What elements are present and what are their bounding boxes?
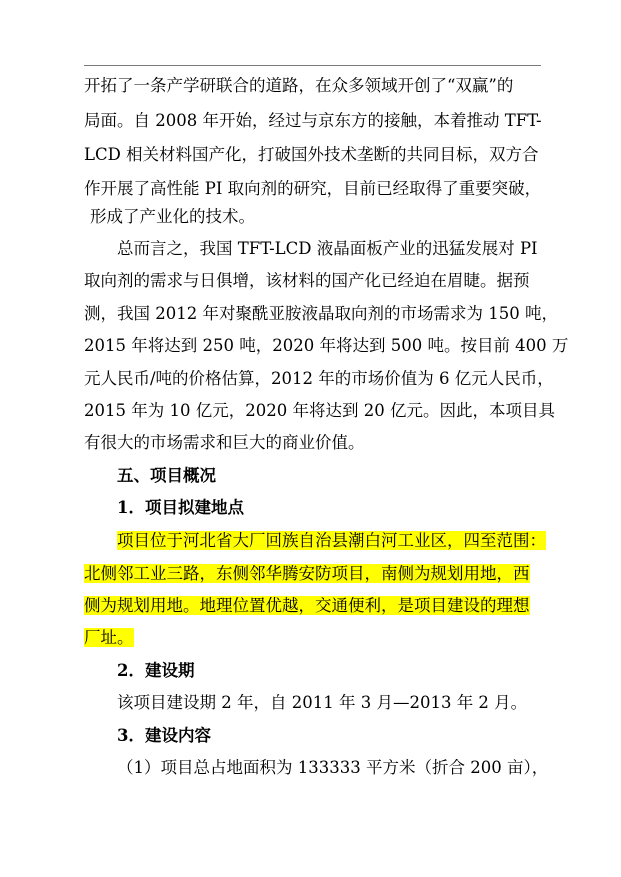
text-highlight: 项目位于河北省大厂回族自治县潮白河工业区，四至范围：: [117, 531, 546, 550]
body-text-line: 2015 年将达到 250 吨，2020 年将达到 500 吨。按目前 400 万: [84, 336, 569, 355]
body-text-line: 开拓了一条产学研联合的道路，在众多领域开创了“双赢”的: [84, 76, 514, 95]
body-text-line: 2015 年为 10 亿元，2020 年将达到 20 亿元。因此，本项目具: [84, 401, 555, 420]
highlighted-text-line: [84, 628, 134, 648]
body-text-line: LCD 相关材料国产化，打破国外技术垄断的共同目标，双方合: [84, 145, 539, 164]
body-text-line: 局面。自 2008 年开始，经过与京东方的接触，本着推动 TFT-: [84, 111, 542, 130]
highlighted-text-line: [84, 596, 530, 616]
subsection-heading: 1．项目拟建地点: [117, 498, 244, 517]
highlighted-text-line: [117, 531, 546, 551]
body-text-line: 形成了产业化的技术。: [90, 207, 255, 226]
body-text-line: 作开展了高性能 PI 取向剂的研究，目前已经取得了重要突破，: [84, 179, 542, 198]
text-highlight: 侧为规划用地。地理位置优越，交通便利，是项目建设的理想: [84, 596, 530, 615]
body-text-line: （1）项目总占地面积为 133333 平方米（折合 200 亩），: [117, 758, 549, 777]
subsection-heading: 2．建设期: [117, 661, 195, 680]
highlighted-text-line: [84, 564, 530, 584]
text-highlight: 北侧邻工业三路，东侧邻华腾安防项目，南侧为规划用地，西: [84, 564, 530, 583]
header-rule: [84, 65, 541, 66]
subsection-heading: 3．建设内容: [117, 726, 211, 745]
body-text-line: 该项目建设期 2 年，自 2011 年 3 月—2013 年 2 月。: [117, 693, 528, 712]
body-text-line: 总而言之，我国 TFT-LCD 液晶面板产业的迅猛发展对 PI: [117, 239, 538, 258]
body-text-line: 有很大的市场需求和巨大的商业价值。: [84, 433, 365, 452]
text-highlight: 厂址。: [84, 628, 134, 647]
body-text-line: 测，我国 2012 年对聚酰亚胺液晶取向剂的市场需求为 150 吨，: [84, 304, 558, 323]
body-text-line: 元人民币/吨的价格估算，2012 年的市场价值为 6 亿元人民币，: [84, 369, 554, 388]
section-heading: 五、项目概况: [117, 466, 216, 485]
body-text-line: 取向剂的需求与日俱增，该材料的国产化已经迫在眉睫。据预: [84, 271, 530, 290]
